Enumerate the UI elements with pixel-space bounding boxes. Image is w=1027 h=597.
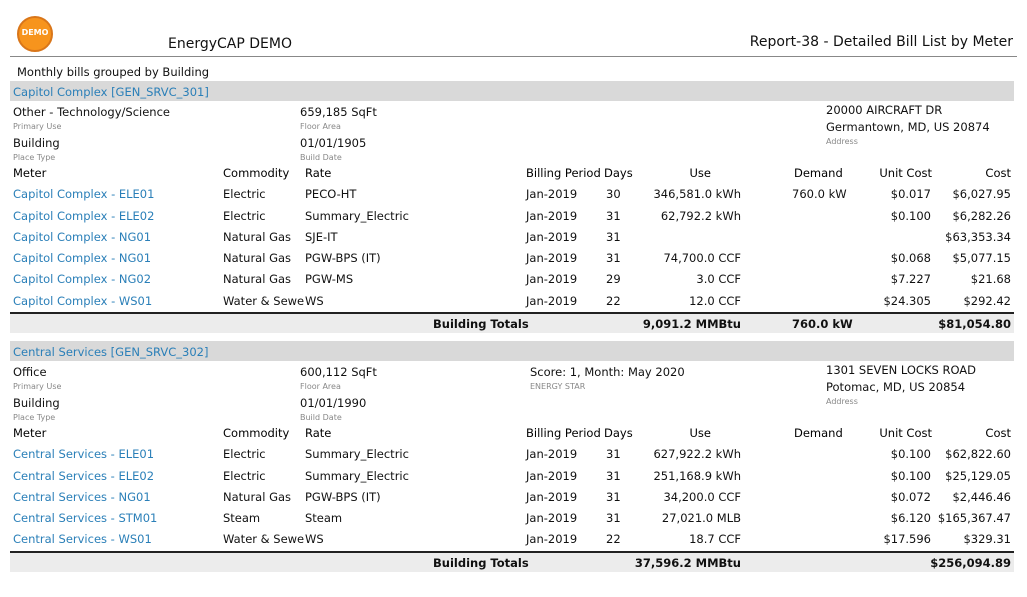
place-type-value: Building — [13, 396, 60, 410]
place-type-value: Building — [13, 136, 60, 150]
days-cell: 31 — [606, 251, 621, 266]
commodity-cell: Natural Gas — [223, 489, 292, 504]
building-totals-row — [10, 551, 1014, 572]
demand-cell: 760.0 kW — [792, 187, 847, 202]
use-cell: 627,922.2 kWh — [653, 447, 741, 462]
rate-cell: PECO-HT — [305, 187, 357, 202]
unit-cost-cell: $0.100 — [890, 208, 931, 223]
billing-period-cell: Jan-2019 — [526, 447, 578, 462]
header-divider — [10, 56, 1017, 57]
billing-period-cell: Jan-2019 — [526, 208, 578, 223]
address-line1: 20000 AIRCRAFT DR — [826, 103, 943, 117]
cost-cell: $292.42 — [963, 293, 1011, 308]
building-link[interactable]: Central Services [GEN_SRVC_302] — [13, 345, 209, 359]
address-label: Address — [826, 397, 858, 406]
app-title: EnergyCAP DEMO — [168, 36, 292, 52]
totals-label: Building Totals — [433, 555, 529, 570]
cost-cell: $6,027.95 — [952, 187, 1011, 202]
building-section — [10, 341, 1014, 572]
days-cell: 30 — [606, 187, 621, 202]
totals-use: 37,596.2 MMBtu — [634, 555, 741, 570]
meter-row — [10, 466, 1014, 487]
use-cell: 27,021.0 MLB — [661, 511, 741, 526]
floor-area-label: Floor Area — [300, 382, 341, 391]
meter-row — [10, 529, 1014, 550]
meter-table — [10, 423, 1014, 551]
use-cell: 34,200.0 CCF — [663, 489, 741, 504]
meter-row — [10, 291, 1014, 312]
days-cell: 31 — [606, 468, 621, 483]
unit-cost-cell: $0.100 — [890, 468, 931, 483]
building-info — [10, 101, 1014, 163]
meter-row — [10, 444, 1014, 465]
days-cell: 31 — [606, 511, 621, 526]
rate-cell: WS — [305, 293, 324, 308]
building-link[interactable]: Capitol Complex [GEN_SRVC_301] — [13, 85, 209, 99]
building-info — [10, 361, 1014, 423]
use-cell: 74,700.0 CCF — [663, 251, 741, 266]
use-cell: 251,168.9 kWh — [653, 468, 741, 483]
unit-cost-cell: $0.068 — [890, 251, 931, 266]
days-cell: 22 — [606, 532, 621, 547]
unit-cost-cell: $0.072 — [890, 489, 931, 504]
meter-table-header — [10, 423, 1014, 444]
unit-cost-cell: $17.596 — [883, 532, 931, 547]
totals-cost: $81,054.80 — [938, 317, 1011, 332]
days-cell: 31 — [606, 489, 621, 504]
billing-period-cell: Jan-2019 — [526, 511, 578, 526]
column-header-unit-cost: Unit Cost — [879, 166, 932, 180]
primary-use-value: Office — [13, 365, 47, 379]
billing-period-cell: Jan-2019 — [526, 251, 578, 266]
meter-row — [10, 206, 1014, 227]
rate-cell: SJE-IT — [305, 229, 338, 244]
build-date-label: Build Date — [300, 153, 342, 162]
commodity-cell: Natural Gas — [223, 272, 292, 287]
cost-cell: $21.68 — [970, 272, 1011, 287]
column-header-meter: Meter — [13, 426, 47, 440]
primary-use-label: Primary Use — [13, 122, 62, 131]
meter-link[interactable]: Central Services - ELE01 — [13, 447, 155, 462]
build-date-label: Build Date — [300, 413, 342, 422]
rate-cell: Summary_Electric — [305, 468, 409, 483]
column-header-cost: Cost — [985, 426, 1011, 440]
primary-use-label: Primary Use — [13, 382, 62, 391]
building-header-bar — [10, 341, 1014, 361]
column-header-days: Days — [604, 166, 633, 180]
commodity-cell: Natural Gas — [223, 229, 292, 244]
rate-cell: Summary_Electric — [305, 447, 409, 462]
commodity-cell: Water & Sewe — [223, 532, 305, 547]
commodity-cell: Electric — [223, 468, 266, 483]
meter-row — [10, 184, 1014, 205]
meter-row — [10, 248, 1014, 269]
build-date-value: 01/01/1990 — [300, 396, 367, 410]
column-header-days: Days — [604, 426, 633, 440]
meter-link[interactable]: Capitol Complex - NG01 — [13, 251, 152, 266]
commodity-cell: Natural Gas — [223, 251, 292, 266]
days-cell: 31 — [606, 208, 621, 223]
cost-cell: $5,077.15 — [952, 251, 1011, 266]
billing-period-cell: Jan-2019 — [526, 532, 578, 547]
meter-link[interactable]: Central Services - WS01 — [13, 532, 152, 547]
use-cell: 62,792.2 kWh — [660, 208, 741, 223]
build-date-value: 01/01/1905 — [300, 136, 367, 150]
building-section — [10, 81, 1014, 333]
meter-link[interactable]: Capitol Complex - WS01 — [13, 293, 153, 308]
unit-cost-cell: $7.227 — [890, 272, 931, 287]
cost-cell: $62,822.60 — [945, 447, 1011, 462]
days-cell: 22 — [606, 293, 621, 308]
meter-link[interactable]: Central Services - STM01 — [13, 511, 158, 526]
totals-use: 9,091.2 MMBtu — [642, 317, 741, 332]
billing-period-cell: Jan-2019 — [526, 229, 578, 244]
column-header-period: Billing Period — [526, 166, 601, 180]
building-header-bar — [10, 81, 1014, 101]
column-header-commodity: Commodity — [223, 166, 290, 180]
energy-star-value: Score: 1, Month: May 2020 — [530, 365, 685, 379]
days-cell: 31 — [606, 447, 621, 462]
meter-link[interactable]: Capitol Complex - NG01 — [13, 229, 152, 244]
rate-cell: WS — [305, 532, 324, 547]
place-type-label: Place Type — [13, 413, 56, 422]
billing-period-cell: Jan-2019 — [526, 489, 578, 504]
column-header-rate: Rate — [305, 166, 332, 180]
totals-demand: 760.0 kW — [792, 317, 853, 332]
cost-cell: $25,129.05 — [945, 468, 1011, 483]
meter-link[interactable]: Central Services - ELE02 — [13, 468, 155, 483]
rate-cell: PGW-BPS (IT) — [305, 251, 381, 266]
cost-cell: $165,367.47 — [937, 511, 1011, 526]
commodity-cell: Electric — [223, 447, 266, 462]
report-subtitle: Monthly bills grouped by Building — [17, 65, 210, 79]
use-cell: 346,581.0 kWh — [653, 187, 741, 202]
rate-cell: Summary_Electric — [305, 208, 409, 223]
column-header-use: Use — [689, 166, 711, 180]
column-header-commodity: Commodity — [223, 426, 290, 440]
column-header-period: Billing Period — [526, 426, 601, 440]
address-label: Address — [826, 137, 858, 146]
address-line1: 1301 SEVEN LOCKS ROAD — [826, 363, 977, 377]
cost-cell: $6,282.26 — [952, 208, 1011, 223]
energycap-logo — [17, 16, 53, 52]
rate-cell: PGW-MS — [305, 272, 354, 287]
billing-period-cell: Jan-2019 — [526, 468, 578, 483]
meter-link[interactable]: Capitol Complex - ELE02 — [13, 208, 155, 223]
meter-row — [10, 487, 1014, 508]
address-line2: Potomac, MD, US 20854 — [826, 380, 966, 394]
cost-cell: $329.31 — [963, 532, 1011, 547]
totals-cost: $256,094.89 — [930, 555, 1011, 570]
use-cell: 12.0 CCF — [689, 293, 741, 308]
billing-period-cell: Jan-2019 — [526, 293, 578, 308]
cost-cell: $63,353.34 — [945, 229, 1011, 244]
commodity-cell: Electric — [223, 187, 266, 202]
column-header-rate: Rate — [305, 426, 332, 440]
floor-area-label: Floor Area — [300, 122, 341, 131]
column-header-demand: Demand — [794, 166, 843, 180]
commodity-cell: Electric — [223, 208, 266, 223]
logo-text: DEMO — [21, 28, 49, 37]
meter-table-header — [10, 163, 1014, 184]
days-cell: 31 — [606, 229, 621, 244]
meter-row — [10, 269, 1014, 290]
use-cell: 3.0 CCF — [696, 272, 741, 287]
building-totals-row — [10, 312, 1014, 333]
meter-link[interactable]: Capitol Complex - ELE01 — [13, 187, 155, 202]
use-cell: 18.7 CCF — [689, 532, 741, 547]
commodity-cell: Water & Sewe — [223, 293, 305, 308]
meter-link[interactable]: Capitol Complex - NG02 — [13, 272, 152, 287]
primary-use-value: Other - Technology/Science — [13, 105, 170, 119]
billing-period-cell: Jan-2019 — [526, 187, 578, 202]
meter-row — [10, 508, 1014, 529]
column-header-unit-cost: Unit Cost — [879, 426, 932, 440]
billing-period-cell: Jan-2019 — [526, 272, 578, 287]
rate-cell: PGW-BPS (IT) — [305, 489, 381, 504]
unit-cost-cell: $0.017 — [890, 187, 931, 202]
unit-cost-cell: $24.305 — [883, 293, 931, 308]
energy-star-label: ENERGY STAR — [530, 382, 586, 391]
floor-area-value: 600,112 SqFt — [300, 365, 377, 379]
unit-cost-cell: $6.120 — [890, 511, 931, 526]
commodity-cell: Steam — [223, 511, 261, 526]
meter-row — [10, 227, 1014, 248]
cost-cell: $2,446.46 — [952, 489, 1011, 504]
column-header-use: Use — [689, 426, 711, 440]
report-title: Report-38 - Detailed Bill List by Meter — [749, 34, 1013, 50]
column-header-cost: Cost — [985, 166, 1011, 180]
rate-cell: Steam — [305, 511, 343, 526]
meter-link[interactable]: Central Services - NG01 — [13, 489, 151, 504]
column-header-demand: Demand — [794, 426, 843, 440]
place-type-label: Place Type — [13, 153, 56, 162]
days-cell: 29 — [606, 272, 621, 287]
address-line2: Germantown, MD, US 20874 — [826, 120, 990, 134]
meter-table — [10, 163, 1014, 312]
unit-cost-cell: $0.100 — [890, 447, 931, 462]
floor-area-value: 659,185 SqFt — [300, 105, 377, 119]
column-header-meter: Meter — [13, 166, 47, 180]
totals-label: Building Totals — [433, 317, 529, 332]
